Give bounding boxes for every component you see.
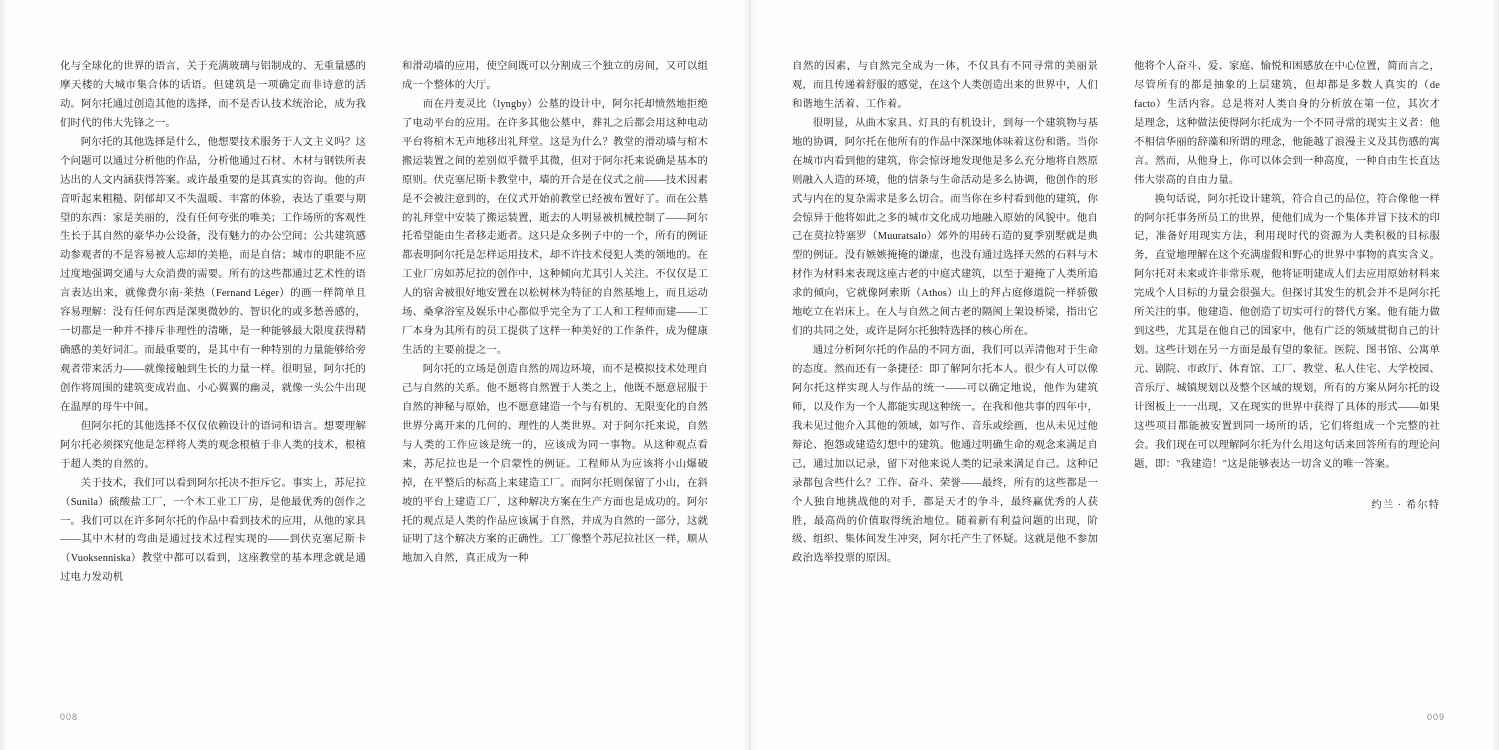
paragraph: 和滑动墙的应用，使空间既可以分割成三个独立的房间，又可以组成一个整体的大厅。 xyxy=(402,61,708,91)
paragraph: 通过分析阿尔托的作品的不同方面，我们可以弄清他对于生命的态度。然而还有一条捷径：即了解阿尔托本人。很少有人可以像阿尔托这样实现人与作品的统一——可以确定地说，他作为建筑师，以及作为一个人都能实现这种统一。在我和他共事的四年中，我未见过他介入其他的领域，如写作、音乐或绘画，也从未见过他辩论、抱怨或建造幻想中的建筑。他通过明确生命的观念来满足自己，通过加以记录，留下对他来说人类的记录来满足自己。这种记录都包含些什么？工作、奋斗、荣誉——最终，所有的这些都是一个人独自地挑战他的对手，都是天才的争斗，最终赢优秀的人获胜，最高尚的价值取得统治地位。随着新有利益问题的出现，阶级、组织、集体间发生冲突，阿尔托产生了怀疑。这就是他不参加政治选举投票的原因。 xyxy=(792,345,1098,565)
paragraph: 换句话说，阿尔托设计建筑，符合自己的品位，符合像他一样的阿尔托事务所员工的世界，使他们成为一个集体并冒下技术的印记，准备好用现实方法，利用现时代的资源为人类积极的目标服务，直觉地理解在这个充满虚假和野心的世界中事物的真实含义。阿尔托对未来或许非常乐观，他将证明建成人们去应用原始材料来完成个人目标的力量会很强大。但探讨其发生的机会并不是阿尔托所关注的事。他建造、他创造了切实可行的替代方案。他有能力做到这些，尤其是在他自己的国家中，他有广泛的领域贯彻自己的计划。这些计划在另一方面是最有望的象征。医院、图书馆、公寓单元、剧院、市政厅、体育馆、工厂、教堂、私人住宅、大学校园、音乐厅、城镇规划以及整个区域的规划，所有的方案从阿尔托的设计图板上一一出现，又在现实的世界中获得了具体的形式——如果这些项目都能被安置到同一场所的话，它们将组成一个完整的社会。我们现在可以理解阿尔托为什么用这句话来回答所有的理论问题，即："我建造！"这是能够表达一切含义的唯一答案。 xyxy=(1134,193,1440,470)
paragraph: 而在丹麦灵比（lyngby）公墓的设计中，阿尔托却愤然地拒绝了电动平台的应用。在许多其他公墓中，葬礼之后都会用这种电动平台将棺木无声地移出礼拜堂。这是为什么？教堂的滑动墙与棺木搬运装置之间的差别似乎微乎其微，但对于阿尔托来说确是基本的原则。伏克塞尼斯卡教堂中，墙的开合是在仪式之前——技术因素是不会被注意到的，在仪式开始前教堂已经被布置好了。而在公墓的礼拜堂中安装了搬运装置，逝去的人明显被机械控制了——阿尔托希望能由生者移走逝者。这只是众多例子中的一个，所有的例证都表明阿尔托是怎样运用技术，却不许技术侵犯人类的领地的。在工业厂房如苏尼拉的创作中，这种倾向尤其引人关注。不仅仅是工人的宿舍被很好地安置在以松树林为特征的自然基地上，而且运动场、桑拿浴室及娱乐中心都似乎完全为了工人和工程师而建——工厂本身为其所有的员工提供了这样一种美好的工作条件，成为健康生活的主要前提之一。 xyxy=(402,98,708,357)
author-signature: 约兰 · 希尔特 xyxy=(1371,499,1440,511)
page-right xyxy=(750,0,1499,750)
paragraph: 自然的因素，与自然完全成为一体，不仅具有不同寻常的美丽景观，而且传递着舒服的感觉，在这个人类创造出来的世界中，人们和谐地生活着、工作着。 xyxy=(792,61,1098,110)
page-number-right: 009 xyxy=(1426,712,1445,722)
paragraph: 关于技术，我们可以看到阿尔托决不拒斥它。事实上，苏尼拉（Sunila）硫酸盐工厂，一个木工业工厂房，是他最优秀的创作之一。我们可以在许多阿尔托的作品中看到技术的应用，从他的家具——其中木材的弯曲是通过技术过程实现的——到伏克塞尼斯卡（Vuoksenniska）教堂中都可以看到，这座教堂的基本理念就是通过电力发动机 xyxy=(60,477,366,584)
left-column-2 xyxy=(402,58,708,588)
page-number-left: 008 xyxy=(60,712,79,722)
paragraph: 阿尔托的其他选择是什么，他想要技术服务于人文主义吗？这个问题可以通过分析他的作品，分析他通过石材、木材与钢铁所表达出的人文内涵获得答案。或许最重要的是其真实的咨询。他的声音听起来粗糙、阴郁却又不失温暖、丰富的体验，表达了重要与期望的东西：家是美丽的，没有任何夸张的唯美；工作场所的客观性生长于其自然的豪华办公设备，没有魅力的办公空间；公共建筑感动参观者的不是容易被人忘却的美艳，而是自信；城市的职能不应过度地强调交通与大众消费的需要。所有的这些都通过艺术性的语言表达出来，就像费尔南·莱热（Fernand Léger）的画一样简单且容易理解：没有任何东西是深奥微妙的、智识化的或多愁善感的，一切都是一种并不排斥非理性的清晰，是一种能够最大限度获得精确感的美好词汇。而最重要的，是其中有一种特别的力量能够给旁观者带来活力——就像接触到生长的力量一样。很明显，阿尔托的创作将周围的建筑变成岩血、小心翼翼的幽灵，就像一头公牛出现在温厚的母牛中间。 xyxy=(60,136,366,413)
right-column-1 xyxy=(792,58,1098,569)
paragraph: 但阿尔托的其他选择不仅仅依赖设计的语词和语言。想要理解阿尔托必须探究他是怎样将人类的观念根植于非人类的技术，根植于超人类的自然的。 xyxy=(60,420,366,470)
paragraph: 阿尔托的立场是创造自然的周边环境，而不是模拟技术处理自己与自然的关系。他不愿将自然置于人类之上，他既不愿意屈服于自然的神秘与原始，也不愿意建造一个与有机的、无限变化的自然世界分离开来的几何的、理性的人类世界。对于阿尔托来说，自然与人类的工作应该是统一的，应该成为同一事物。从这种观点看来，苏尼拉也是一个启蒙性的例证。工程师从为应该将小山爆破掉，在平整后的标高上来建造工厂。而阿尔托则保留了小山，在斜坡的平台上建造工厂，这种解决方案在生产方面也是成功的。阿尔托的观点是人类的作品应该属于自然，并成为自然的一部分，这就证明了这个解决方案的正确性。工厂像整个苏尼拉社区一样，顺从地加入自然，真正成为一种 xyxy=(402,364,708,565)
paragraph: 很明显，从曲木家具、灯具的有机设计，到每一个建筑物与基地的协调，阿尔托在他所有的作品中深深地体味着这份和谐。当你在城市内看到他的建筑，你会惊讶地发现他是多么充分地将自然原则融入人造的环境，他的信条与生命活动是多么协调，他创作的形式与内在的复杂需求是多么切合。而当你在乡村看到他的建筑，你会惊异于他将如此之多的城市文化成功地融入原始的风貌中。他自己在莫拉特塞罗（Muuratsalo）郊外的用砖石造的夏季别墅就是典型的例证。没有嫉嫉掩掩的谦虚，也没有通过选择天然的石料与木材作为材料来表现这座古老的中庭式建筑，以至于避掩了人类所追求的倾向，它就像阿索斯（Athos）山上的拜占庭修道院一样骄傲地屹立在岩床上。在人与自然之间古老的隔阂上架设桥梁，指出它们的共同之处，或许是阿尔托独特选择的核心所在。 xyxy=(792,117,1098,338)
left-column-1 xyxy=(60,58,366,588)
paragraph: 他将个人奋斗、爱、家庭、愉悦和困感放在中心位置，简而言之，尽管所有的都是抽象的上层建筑，但却都是多数人真实的（de facto）生活内容。总是将对人类自身的分析放在第一位，其次才是理念，这种做法使得阿尔托成为一个不同寻常的现实主义者：他不相信华丽的辞藻和所谓的理念，他能越了浪漫主义及其伤感的寓言。然而，从他身上，你可以体会到一种高度，一种自由生长直达伟大崇高的自由力量。 xyxy=(1134,61,1440,186)
right-column-2 xyxy=(1134,58,1440,569)
right-page-columns xyxy=(792,58,1444,569)
paragraph: 化与全球化的世界的语言，关于充满玻璃与铝制成的、无重量感的摩天楼的大城市集合体的话语。但建筑是一项确定而非诗意的活动。阿尔托通过创造其他的选择，而不是否认技术统治论，成为我们时代的伟大先锋之一。 xyxy=(60,61,366,129)
left-page-columns xyxy=(60,58,708,588)
